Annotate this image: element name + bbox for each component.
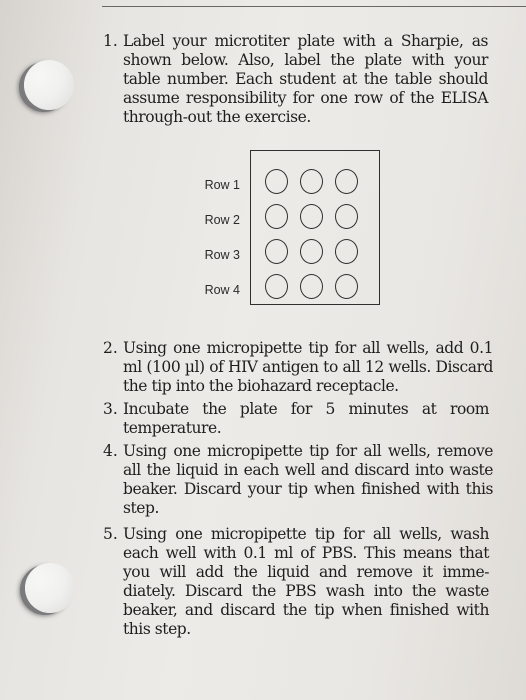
step-1 — [103, 32, 503, 127]
punch-hole-top — [24, 60, 74, 110]
plate-well — [300, 204, 323, 229]
plate-well — [335, 204, 358, 229]
punch-hole-bottom — [25, 563, 75, 613]
step-3 — [103, 400, 503, 438]
plate-well — [335, 169, 358, 194]
plate-well — [300, 274, 323, 299]
plate-well — [265, 169, 288, 194]
step-text: Label your microtiter plate with a Sharpie, as shown below. Also, label the plate with your table number. Each student at the table should assume responsibility for one row of the ELISA through-out the exercise. — [123, 32, 488, 126]
plate-well — [265, 274, 288, 299]
plate-well — [300, 239, 323, 264]
step-number: 5. — [103, 525, 118, 543]
row-label-1: Row 1 — [204, 178, 240, 192]
plate-well — [265, 239, 288, 264]
step-number: 2. — [103, 339, 118, 357]
step-number: 4. — [103, 442, 118, 460]
microtiter-plate-diagram — [250, 150, 380, 305]
plate-well — [335, 239, 358, 264]
plate-well — [300, 169, 323, 194]
top-rule — [102, 6, 526, 7]
step-text: Using one micropipette tip for all wells, add 0.1 ml (100 µl) of HIV antigen to all 12 wells. Discard the tip into the biohazard receptacle. — [123, 339, 493, 395]
step-text: Using one micropipette tip for all wells, remove all the liquid in each well and discard into waste beaker. Discard your tip when finished with this step. — [123, 442, 493, 517]
step-2 — [103, 339, 503, 396]
step-number: 3. — [103, 400, 118, 418]
step-text: Incubate the plate for 5 minutes at room temperature. — [123, 400, 489, 437]
row-label-2: Row 2 — [204, 213, 240, 227]
row-label-4: Row 4 — [204, 283, 240, 297]
step-4 — [103, 442, 503, 518]
row-label-3: Row 3 — [204, 248, 240, 262]
plate-well — [335, 274, 358, 299]
step-5 — [103, 525, 503, 639]
step-number: 1. — [103, 32, 118, 50]
plate-well — [265, 204, 288, 229]
step-text: Using one micropipette tip for all wells, wash each well with 0.1 ml of PBS. This means that you will add the liquid and remove it imme-diately. Discard the PBS wash into the waste beaker, and discard the tip when finished with this step. — [123, 525, 489, 638]
